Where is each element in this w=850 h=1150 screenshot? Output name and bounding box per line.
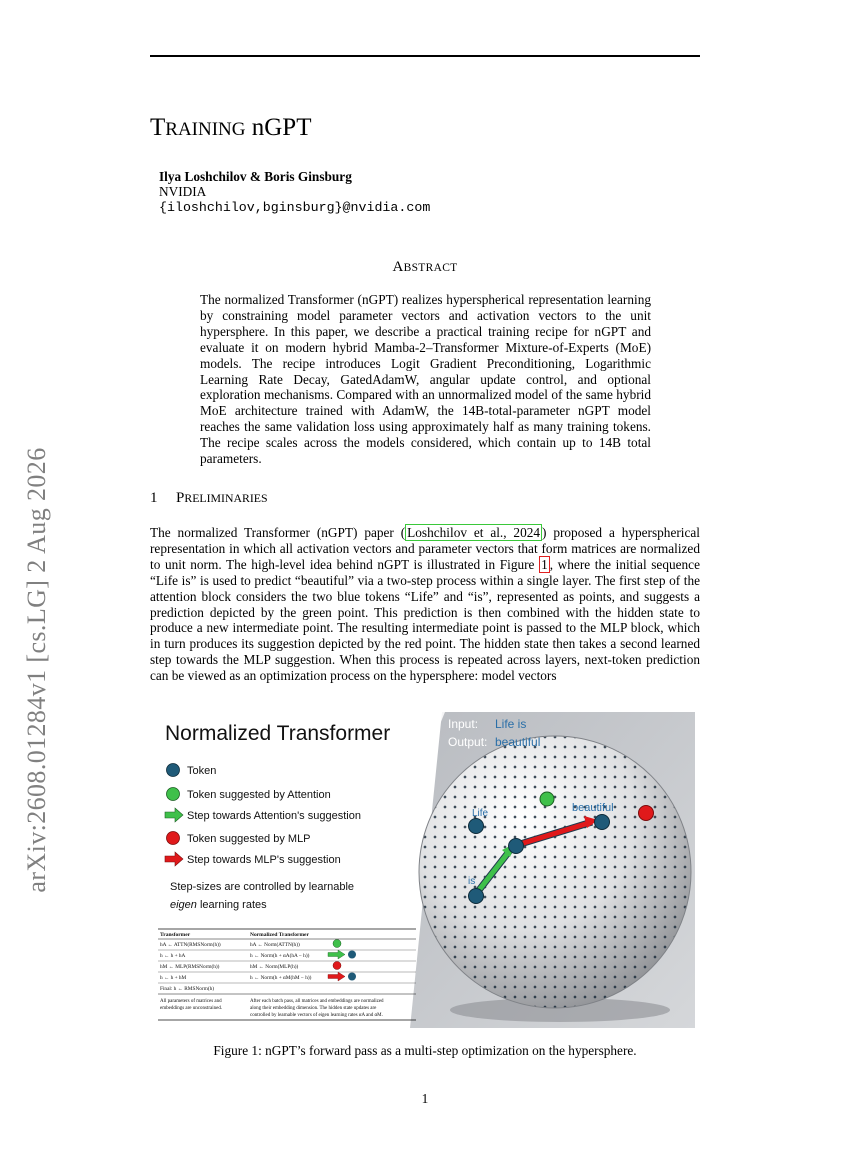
email[interactable]: {iloshchilov,bginsburg}@nvidia.com: [159, 200, 431, 215]
table-row-right: hM ← Norm(MLP(h)): [250, 964, 299, 970]
table-red-dot-icon: [333, 962, 341, 970]
figure-note-line2: eigen learning rates: [170, 899, 267, 911]
figure-ref-link[interactable]: 1: [541, 556, 548, 572]
table-footer-right: along their embedding dimension. The hidden state updates are: [250, 1006, 377, 1011]
mlp-suggestion-dot: [639, 806, 654, 821]
input-label: Input:: [448, 717, 479, 731]
table-footer-right: After each batch pass, all matrices and embeddings are normalized: [250, 999, 384, 1004]
authors: Ilya Loshchilov & Boris Ginsburg: [159, 169, 352, 184]
table-token-dot-icon: [348, 973, 356, 981]
table-row-right: h ← Norm(h + αA(hA − h)): [250, 953, 310, 959]
table-green-dot-icon: [333, 940, 341, 948]
token-is-label: is: [468, 876, 476, 887]
intermediate-dot: [509, 839, 524, 854]
mlp-arrow-icon: [165, 852, 183, 866]
table-row-right: h ← Norm(h + αM(hM − h)): [250, 975, 312, 981]
table-row-left: h ← h + hA: [160, 953, 186, 959]
attention-dot-icon: [167, 788, 180, 801]
attention-arrow-icon: [165, 808, 183, 822]
figure-note-line1: Step-sizes are controlled by learnable: [170, 881, 355, 893]
abstract-text: The normalized Transformer (nGPT) realizes hyperspherical representation learning by constraining model parameter vectors and activation vectors to the unit hypersphere. In this paper, we describe a practical training recipe for nGPT and evaluate it on modern hybrid Mamba-2–Transformer Mixture-of-Experts (MoE) models. The recipe introduces Logit Gradient Preconditioning, Logarithmic Learning Rate Decay, GatedAdamW, angular update control, and optional exploration mechanisms. Compared with an unnormalized model of the same hybrid MoE architecture trained with AdamW, the 14B-total-parameter nGPT model reaches the same validation loss using approximately half as many training tokens. The recipe scales across the models considered, which contain up to 14B total parameters.: [200, 292, 651, 467]
token-life-label: Life: [472, 808, 489, 819]
input-value: Life is: [495, 717, 527, 731]
table-row-left: h ← h + hM: [160, 975, 187, 981]
figure-1: [150, 712, 695, 1028]
attention-suggestion-dot: [540, 792, 554, 806]
top-rule: [150, 55, 700, 57]
token-life-dot: [469, 819, 484, 834]
affiliation: NVIDIA: [159, 184, 207, 199]
section-paragraph: The normalized Transformer (nGPT) paper ( Loshchilov et al., 2024 ) proposed a hyperspherical representation in which all activation vectors and parameter vectors that form matrices are normalized to unit norm. The high-level idea behind nGPT is illustrated in Figure 1 , where the initial sequence “Life is” is used to predict “beautiful” via a two-step process within a single layer. The first step of the attention block considers the two blue tokens “Life” and “is”, represented as points, and suggests a prediction depicted by the green point. This prediction is then combined with the hidden state to produce a new intermediate point. The resulting intermediate point is passed to the MLP block, which in turn produces its suggestion depicted by the red point. The hidden state then takes a second learned step towards the MLP suggestion. When this process is repeated across layers, next-token prediction can be viewed as an optimization process on the hypersphere: model vectors: [150, 525, 700, 684]
output-label: Output:: [448, 735, 488, 749]
table-row-left: hM ← MLP(RMSNorm(h)): [160, 964, 220, 970]
section-heading: 1 PRELIMINARIES: [150, 490, 268, 506]
legend-mlp-step: Step towards MLP's suggestion: [187, 854, 341, 866]
legend-attention-step: Step towards Attention's suggestion: [187, 810, 361, 822]
token-is-dot: [469, 889, 484, 904]
table-final-row: Final: h ← RMSNorm(h): [160, 986, 215, 992]
table-header-ngpt: Normalized Transformer: [250, 932, 309, 938]
abstract-heading: ABSTRACT: [392, 259, 458, 275]
arxiv-id: arXiv:2608.01284v1 [cs.LG] 2 Aug 2026: [22, 447, 51, 893]
legend-mlp-token: Token suggested by MLP: [187, 833, 311, 845]
token-beautiful-dot: [595, 815, 610, 830]
table-row-left: hA ← ATTN(RMSNorm(h)): [160, 942, 221, 948]
page-number: 1: [421, 1091, 429, 1106]
table-footer-left: embeddings are unconstrained.: [160, 1006, 223, 1011]
sphere-panel: [405, 712, 695, 1028]
comparison-table: [158, 929, 416, 1020]
legend-token: Token: [187, 765, 217, 777]
legend-attention-token: Token suggested by Attention: [187, 789, 331, 801]
table-green-arrow-icon: [328, 950, 345, 959]
citation-link[interactable]: Loshchilov et al., 2024: [407, 525, 541, 540]
paper-title: TRAINING nGPT: [150, 114, 312, 141]
token-beautiful-label: beautiful: [572, 802, 614, 814]
arxiv-sidebar: [10, 420, 64, 920]
table-header-transformer: Transformer: [160, 932, 191, 938]
table-row-right: hA ← Norm(ATTN(h)): [250, 942, 300, 948]
token-dot-icon: [167, 764, 180, 777]
mlp-dot-icon: [167, 832, 180, 845]
figure-caption: Figure 1: nGPT’s forward pass as a multi-step optimization on the hypersphere.: [213, 1043, 637, 1058]
table-red-arrow-icon: [328, 972, 345, 981]
output-value: beautiful: [495, 735, 541, 749]
table-footer-left: All parameters of matrices and: [160, 999, 222, 1004]
table-footer-right: controlled by learnable vectors of eigen learning rates αA and αM.: [250, 1013, 383, 1018]
table-token-dot-icon: [348, 951, 356, 959]
figure-heading: Normalized Transformer: [165, 722, 391, 745]
